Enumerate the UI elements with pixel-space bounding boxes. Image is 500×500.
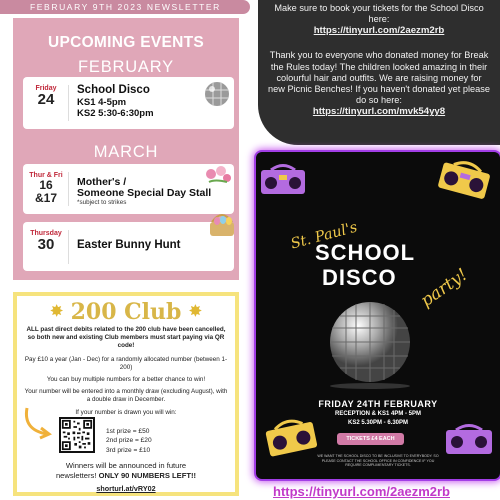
event-day-label: Friday bbox=[35, 85, 57, 92]
event-title: Easter Bunny Hunt bbox=[77, 239, 181, 251]
disco-ball-icon bbox=[203, 80, 231, 108]
divider bbox=[68, 85, 69, 121]
poster-school: SCHOOL bbox=[315, 240, 416, 265]
poster-tickets-badge: TICKETS £4 EACH bbox=[337, 433, 404, 445]
event-day-number: 30 bbox=[37, 236, 55, 253]
school-disco-poster bbox=[256, 152, 500, 479]
month-march: MARCH bbox=[93, 143, 159, 161]
boombox-icon bbox=[444, 420, 496, 460]
event-date bbox=[26, 222, 66, 253]
event-date bbox=[26, 77, 66, 108]
newsletter-date: FEBRUARY 9TH 2023 NEWSLETTER bbox=[30, 2, 221, 12]
poster-party: party! bbox=[417, 264, 472, 312]
month-february: FEBRUARY bbox=[78, 58, 174, 76]
event-title: Mother's / bbox=[77, 176, 127, 188]
poster-fine-print: WE WANT THE SCHOOL DISCO TO BE INCLUSIVE TO EVERYBODY. SO PLEASE CONTACT THE SCHOOL OFFICE IN CONFIDENCE IF YOU REQUIRE COMPLIMENTARY TICKETS. bbox=[317, 454, 439, 468]
event-card-school-disco bbox=[23, 77, 234, 129]
event-card-mothers-day bbox=[23, 164, 234, 214]
divider bbox=[68, 172, 69, 206]
club-title-text: 200 Club bbox=[70, 299, 182, 325]
club-win-intro: If your number is drawn you will win: bbox=[75, 408, 177, 416]
events-title: UPCOMING EVENTS bbox=[47, 34, 205, 51]
disco-ball-icon bbox=[326, 298, 414, 390]
club-multiple: You can buy multiple numbers for a better chance to win! bbox=[46, 376, 206, 384]
winners-announcement bbox=[17, 461, 235, 481]
event-day-number: 16 bbox=[39, 178, 53, 192]
donation-thanks-text: Thank you to everyone who donated money for Break the Rules today! The children looked amazing in their colourful hair and outfits. We are raising money for new Picnic Benches! If you haven't donated yet please do so here: bbox=[268, 50, 490, 106]
event-day-label: Thur & Fri bbox=[29, 172, 63, 179]
event-body bbox=[77, 84, 154, 119]
event-body bbox=[77, 239, 181, 252]
disco-ticket-link[interactable]: https://tinyurl.com/2aezm2rb bbox=[313, 25, 445, 37]
event-time-ks2: KS2 5:30-6:30pm bbox=[77, 108, 154, 119]
poster-date: FRIDAY 24TH FEBRUARY bbox=[318, 399, 438, 409]
star-icon: ✸ bbox=[50, 302, 63, 320]
event-card-easter bbox=[23, 222, 234, 271]
flowers-icon bbox=[203, 164, 233, 186]
prize-third: 3rd prize = £10 bbox=[106, 446, 151, 454]
club-short-link[interactable]: shorturl.at/vRY02 bbox=[96, 484, 156, 493]
boombox-icon bbox=[436, 156, 494, 206]
divider bbox=[68, 230, 69, 264]
poster-disco: DISCO bbox=[322, 265, 397, 290]
book-tickets-text: Make sure to book your tickets for the School Disco here: bbox=[274, 3, 484, 25]
newsletter-header bbox=[0, 0, 250, 14]
prize-list bbox=[106, 427, 152, 455]
arrow-icon bbox=[23, 406, 53, 442]
winners-line1: Winners will be announced in future bbox=[65, 461, 187, 470]
winners-line2: newsletters! bbox=[55, 471, 99, 480]
club-notice: ALL past direct debits related to the 200 club have been cancelled, so both new and existing Club members must start paying via QR code! bbox=[26, 326, 226, 350]
event-date bbox=[26, 164, 66, 205]
easter-basket-icon bbox=[206, 208, 238, 240]
poster-ks2-time: KS2 5.30PM - 6.30PM bbox=[347, 420, 409, 426]
poster-st-pauls: St. Paul's bbox=[289, 219, 360, 253]
event-time-ks1: KS1 4-5pm bbox=[77, 97, 127, 108]
upcoming-events-panel bbox=[13, 18, 239, 280]
event-day-number: 24 bbox=[37, 91, 55, 108]
star-icon: ✸ bbox=[189, 302, 202, 320]
event-body bbox=[77, 177, 211, 206]
prize-first: 1st prize = £50 bbox=[106, 428, 150, 435]
event-day-number-2: &17 bbox=[34, 191, 57, 205]
event-title-2: Someone Special Day Stall bbox=[77, 187, 212, 199]
event-day-label: Thursday bbox=[30, 230, 62, 237]
numbers-left: ONLY 90 NUMBERS LEFT!! bbox=[98, 471, 197, 480]
event-title: School Disco bbox=[77, 84, 150, 96]
boombox-icon bbox=[259, 162, 309, 198]
donation-link[interactable]: https://tinyurl.com/mvk54yy8 bbox=[312, 106, 446, 118]
club-title bbox=[17, 299, 235, 325]
prize-second: 2nd prize = £20 bbox=[106, 437, 152, 445]
bottom-disco-link[interactable]: https://tinyurl.com/2aezm2rb bbox=[273, 484, 450, 499]
qr-code-icon[interactable] bbox=[59, 417, 95, 453]
club-draw: Your number will be entered into a monthly draw (excluding August), with a double draw in December. bbox=[24, 388, 228, 404]
chalkboard-notice bbox=[258, 0, 500, 145]
club-200-panel bbox=[13, 292, 239, 496]
club-price: Pay £10 a year (Jan - Dec) for a randomly allocated number (between 1-200) bbox=[24, 355, 228, 371]
poster-ks1-time: RECEPTION & KS1 4PM - 5PM bbox=[334, 411, 421, 417]
event-note: *subject to strikes bbox=[77, 199, 127, 206]
